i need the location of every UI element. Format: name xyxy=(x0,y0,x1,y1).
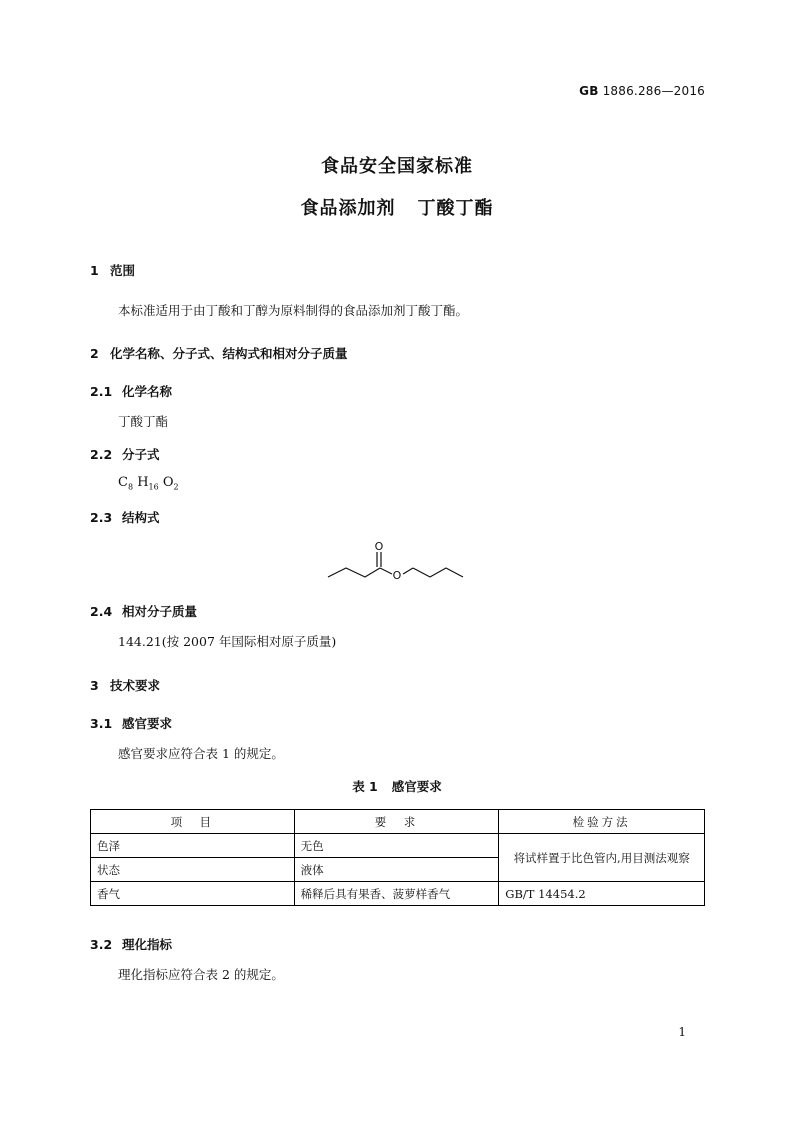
section-3-2-body: 理化指标应符合表 2 的规定。 xyxy=(118,967,284,982)
cell-item: 状态 xyxy=(91,858,295,882)
cell-item: 香气 xyxy=(91,882,295,906)
table-header-row xyxy=(91,810,705,834)
cell-test-method-merged: 将试样置于比色管内,用目测法观察 xyxy=(499,834,705,882)
section-heading-2-3 xyxy=(90,508,160,526)
section-title: 化学名称、分子式、结构式和相对分子质量 xyxy=(110,346,348,361)
molecular-formula xyxy=(118,475,179,492)
section-heading-3-2 xyxy=(90,935,172,953)
standard-code: 1886.286—2016 xyxy=(602,84,705,98)
structural-formula-diagram xyxy=(322,536,472,586)
formula-hydrogen-count: 16 xyxy=(148,482,159,492)
formula-oxygen: O xyxy=(162,475,174,490)
ester-oxygen-bond-right xyxy=(403,568,413,574)
section-number: 3 xyxy=(90,678,99,693)
table-row xyxy=(91,882,705,906)
ester-oxygen-label: O xyxy=(392,569,402,582)
section-number: 2.4 xyxy=(90,604,113,619)
table-1-caption xyxy=(0,777,794,795)
section-number: 3.2 xyxy=(90,937,113,952)
section-number: 2.1 xyxy=(90,384,113,399)
section-1-body: 本标准适用于由丁酸和丁醇为原料制得的食品添加剂丁酸丁酯。 xyxy=(118,303,469,318)
section-number: 3.1 xyxy=(90,716,113,731)
formula-carbon-count: 8 xyxy=(127,482,134,492)
table-title: 感官要求 xyxy=(391,779,442,794)
butyryl-chain-bond xyxy=(328,568,380,577)
column-header-item: 项 目 xyxy=(91,810,295,834)
section-number: 1 xyxy=(90,263,99,278)
column-header-test-method: 检验方法 xyxy=(499,810,705,834)
document-title: 食品安全国家标准 xyxy=(321,156,473,177)
cell-requirement: 液体 xyxy=(294,858,499,882)
subtitle-category: 食品添加剂 xyxy=(300,198,396,219)
cell-requirement: 稀释后具有果香、菠萝样香气 xyxy=(294,882,499,906)
butyl-chain-bond xyxy=(413,568,463,577)
section-heading-1 xyxy=(90,261,135,279)
section-heading-3-1 xyxy=(90,714,172,732)
section-heading-2-2 xyxy=(90,445,160,463)
page-number: 1 xyxy=(678,1025,686,1039)
section-heading-2-4 xyxy=(90,602,197,620)
section-title: 分子式 xyxy=(122,447,160,462)
section-title: 技术要求 xyxy=(110,678,161,693)
molecular-mass: 144.21(按 2007 年国际相对原子质量) xyxy=(118,634,337,649)
section-title: 范围 xyxy=(110,263,136,278)
formula-oxygen-count: 2 xyxy=(173,482,179,492)
column-header-requirement: 要 求 xyxy=(294,810,499,834)
ester-oxygen-bond-left xyxy=(380,568,392,574)
chemical-name: 丁酸丁酯 xyxy=(118,414,169,429)
section-title: 理化指标 xyxy=(122,937,173,952)
section-heading-2-1 xyxy=(90,382,172,400)
section-number: 2.3 xyxy=(90,510,113,525)
section-heading-3 xyxy=(90,676,160,694)
section-title: 化学名称 xyxy=(122,384,173,399)
cell-test-method: GB/T 14454.2 xyxy=(499,882,705,906)
sensory-requirements-table xyxy=(90,809,705,906)
section-title: 感官要求 xyxy=(122,716,173,731)
section-heading-2 xyxy=(90,344,348,362)
subtitle-substance: 丁酸丁酯 xyxy=(417,198,494,219)
formula-hydrogen: H xyxy=(137,475,149,490)
cell-item: 色泽 xyxy=(91,834,295,858)
section-number: 2 xyxy=(90,346,99,361)
section-number: 2.2 xyxy=(90,447,113,462)
document-subtitle xyxy=(0,194,794,220)
section-title: 相对分子质量 xyxy=(122,604,198,619)
table-row xyxy=(91,834,705,858)
cell-requirement: 无色 xyxy=(294,834,499,858)
formula-carbon: C xyxy=(118,475,128,490)
carbonyl-oxygen-label: O xyxy=(374,540,384,553)
section-title: 结构式 xyxy=(122,510,160,525)
table-number: 表 1 xyxy=(352,779,378,794)
standard-prefix: GB xyxy=(579,84,599,98)
standard-number xyxy=(579,84,705,98)
section-3-1-body: 感官要求应符合表 1 的规定。 xyxy=(118,746,284,761)
